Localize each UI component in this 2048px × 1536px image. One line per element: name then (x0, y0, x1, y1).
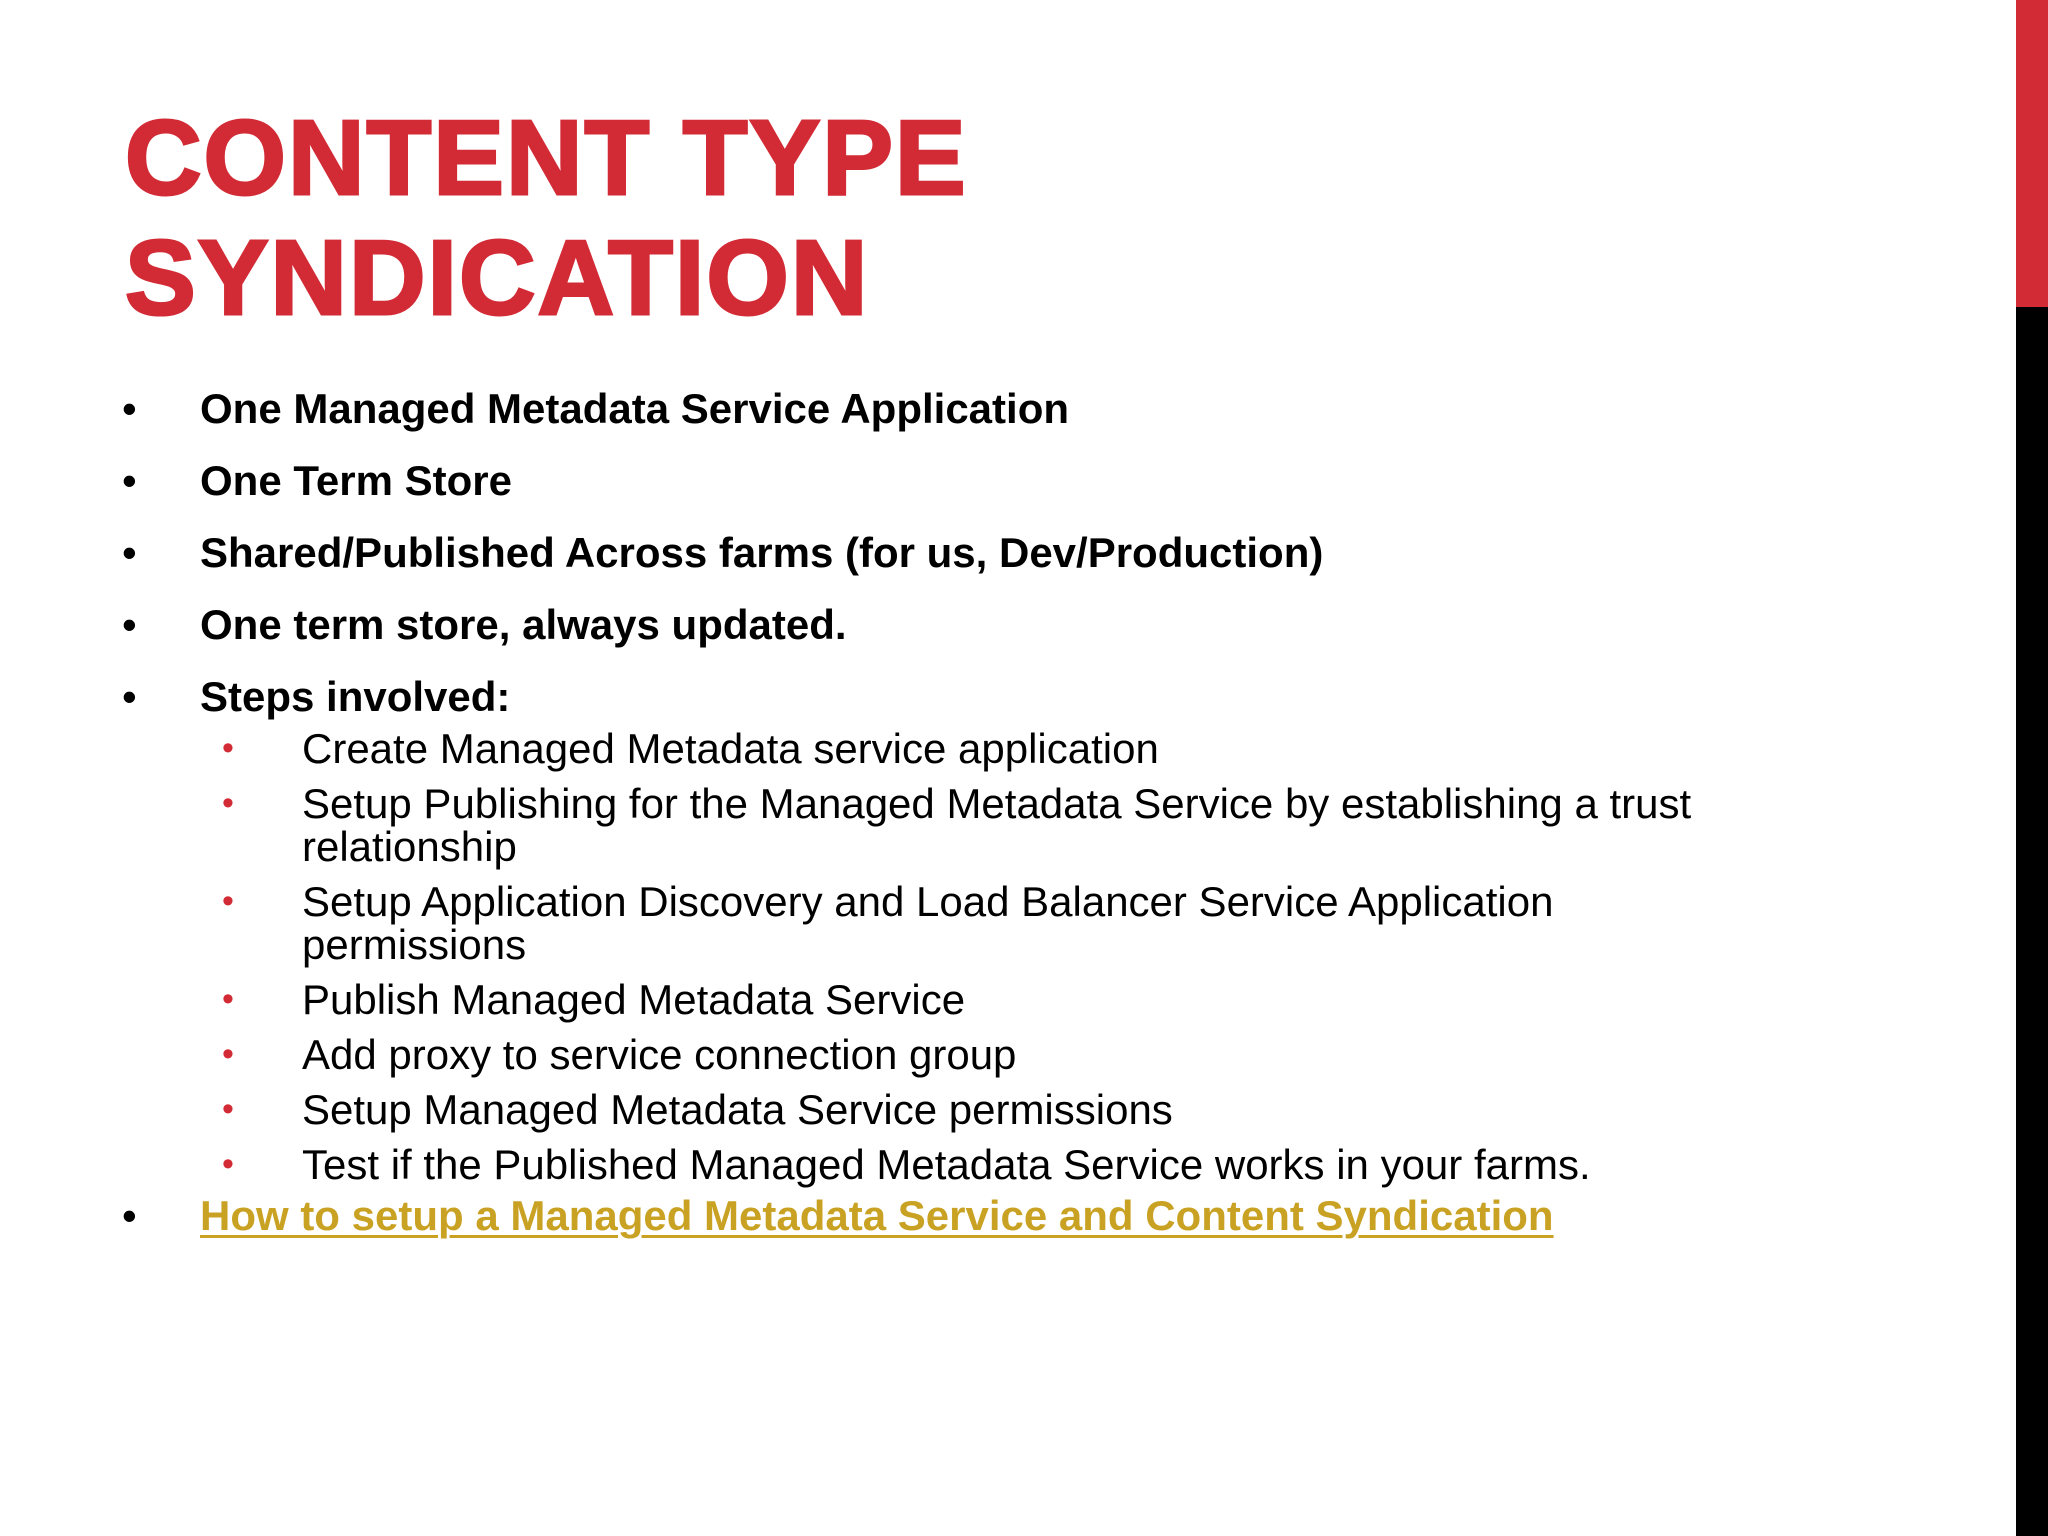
red-bullet-dot-icon: • (222, 882, 234, 920)
step-item (222, 1141, 1758, 1188)
bullet-item-link (118, 1192, 1758, 1240)
setup-guide-link[interactable]: How to setup a Managed Metadata Service and Content Syndication (200, 1192, 1554, 1239)
red-bullet-dot-icon: • (222, 729, 234, 767)
step-text: Create Managed Metadata service application (302, 725, 1159, 772)
step-text: Test if the Published Managed Metadata Service works in your farms. (302, 1141, 1591, 1188)
red-bullet-dot-icon: • (222, 1090, 234, 1128)
bullet-dot-icon: • (122, 673, 137, 720)
red-bullet-dot-icon: • (222, 1145, 234, 1183)
step-item (222, 1086, 1758, 1133)
steps-list (118, 727, 1758, 1186)
bullet-text: Shared/Published Across farms (for us, Dev/Production) (200, 529, 1324, 576)
step-text: Add proxy to service connection group (302, 1031, 1017, 1078)
bullet-dot-icon: • (122, 1192, 137, 1239)
bullet-item (118, 385, 1758, 433)
bullet-item (118, 529, 1758, 577)
red-bullet-dot-icon: • (222, 784, 234, 822)
red-bullet-dot-icon: • (222, 980, 234, 1018)
step-text: Setup Publishing for the Managed Metadata Service by establishing a trust relationship (302, 780, 1692, 870)
step-text: Publish Managed Metadata Service (302, 976, 966, 1023)
step-item (222, 976, 1758, 1023)
bullet-dot-icon: • (122, 457, 137, 504)
slide-title-line-2: SYNDICATION (125, 219, 870, 337)
bullet-text: One Managed Metadata Service Application (200, 385, 1069, 432)
step-item (222, 878, 1758, 968)
red-bullet-dot-icon: • (222, 1035, 234, 1073)
slide-title (125, 98, 1825, 338)
bullet-dot-icon: • (122, 601, 137, 648)
step-text: Setup Managed Metadata Service permissions (302, 1086, 1173, 1133)
bullet-dot-icon: • (122, 385, 137, 432)
side-accent-bar-red (2016, 0, 2048, 307)
slide-title-line-1: CONTENT TYPE (125, 99, 968, 217)
step-item (222, 780, 1758, 870)
step-text: Setup Application Discovery and Load Balancer Service Application permissions (302, 878, 1554, 968)
bullet-text: One Term Store (200, 457, 512, 504)
bullet-text: Steps involved: (200, 673, 511, 720)
bullet-item (118, 457, 1758, 505)
bullet-dot-icon: • (122, 529, 137, 576)
bullet-list (118, 385, 1758, 1264)
step-item (222, 725, 1758, 772)
step-item (222, 1031, 1758, 1078)
bullet-item (118, 601, 1758, 649)
bullet-item (118, 673, 1758, 721)
bullet-text: One term store, always updated. (200, 601, 847, 648)
